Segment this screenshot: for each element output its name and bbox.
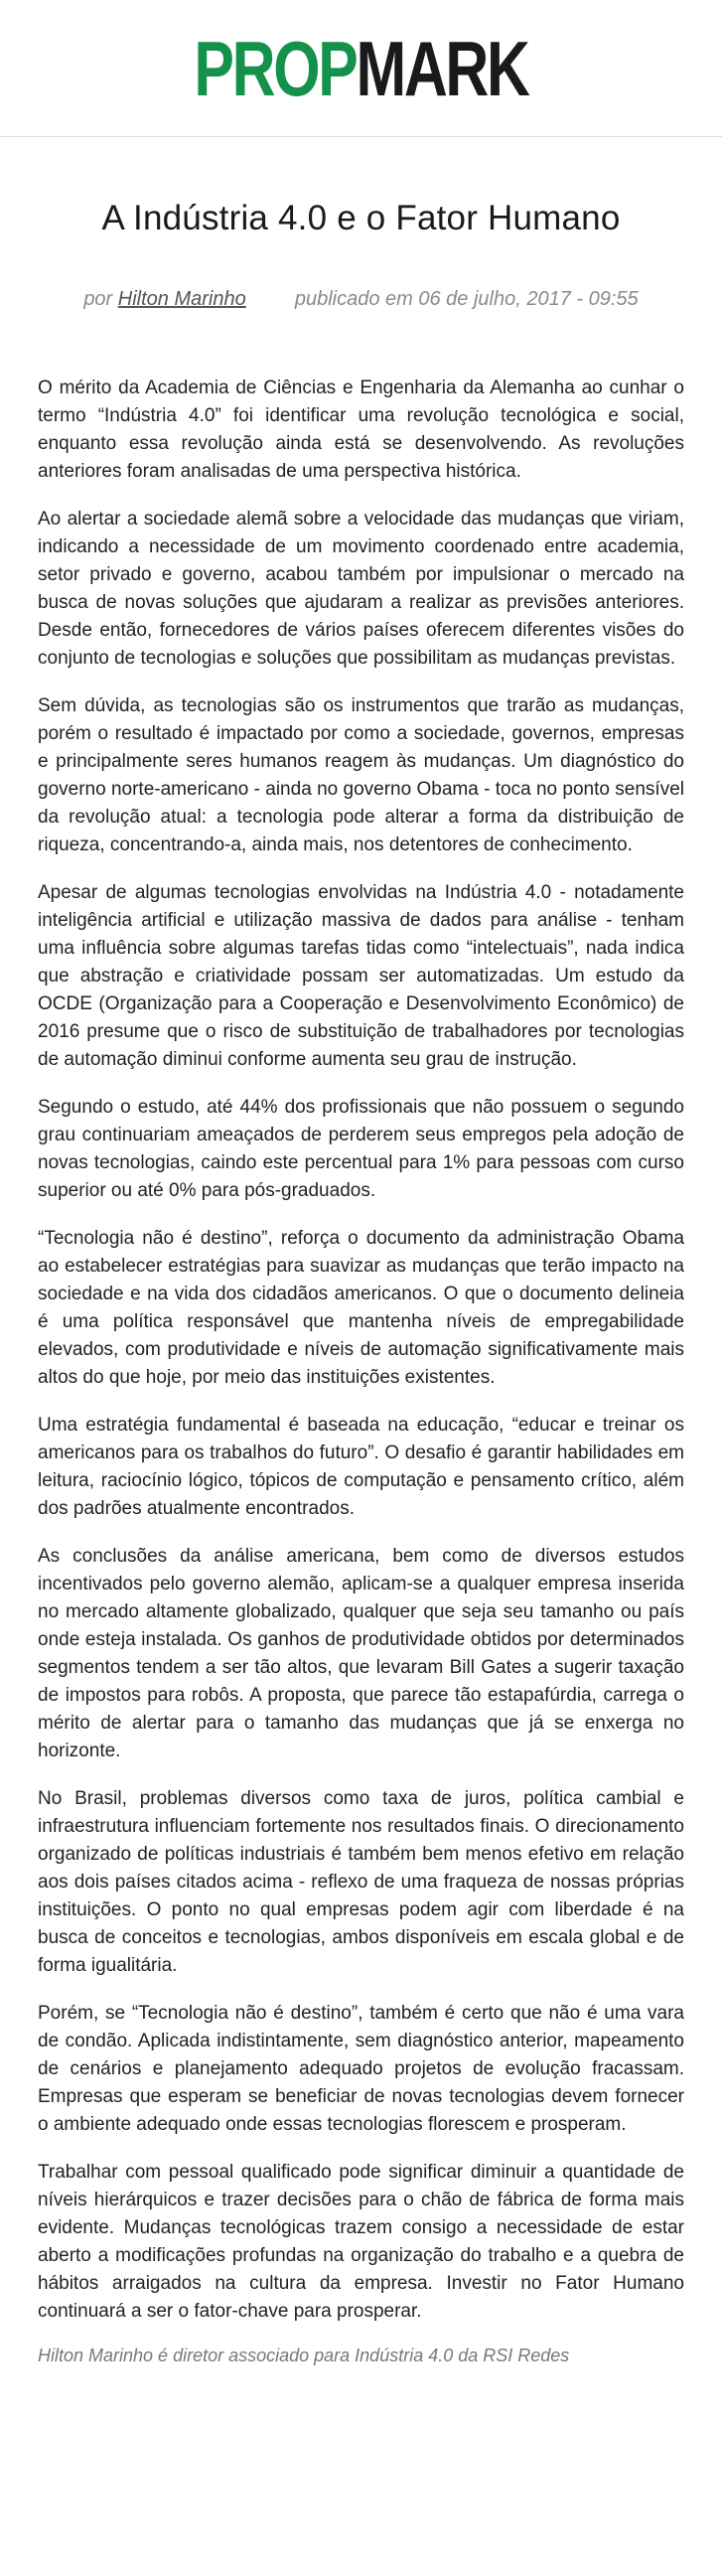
site-header [0, 0, 722, 137]
article-meta [0, 288, 722, 311]
article-body [0, 375, 722, 2326]
article-paragraph: Ao alertar a sociedade alemã sobre a velocidade das mudanças que viriam, indicando a necessidade de um movimento coordenado entre academia, setor privado e governo, acabou também por impulsionar o mercado na busca de novas soluções que ajudaram a realizar as previsões anteriores. Desde então, fornecedores de vários países oferecem diferentes visões do conjunto de tecnologias e soluções que possibilitam as mudanças previstas. [38, 509, 684, 669]
article-paragraph: As conclusões da análise americana, bem como de diversos estudos incentivados pelo governo alemão, aplicam-se a qualquer empresa inserida no mercado altamente globalizado, qualquer que seja seu tamanho ou país onde esteja instalada. Os ganhos de produtividade obtidos por determinados segmentos tendem a ser tão altos, que levaram Bill Gates a sugerir taxação de impostos para robôs. A proposta, que parece tão estapafúrdia, carrega o mérito de alertar para o tamanho das mudanças que já se enxerga no horizonte. [38, 1546, 684, 1761]
article-title: A Indústria 4.0 e o Fator Humano [101, 199, 621, 237]
article-paragraph: “Tecnologia não é destino”, reforça o documento da administração Obama ao estabelecer estratégias para suavizar as mudanças que terão impacto na sociedade e na vida dos cidadãos americanos. O que o documento delineia é uma política responsável que mantenha níveis de empregabilidade elevados, com produtividade e níveis de automação significativamente mais altos do que hoje, por meio das instituições existentes. [38, 1228, 684, 1388]
article-paragraph: O mérito da Academia de Ciências e Engenharia da Alemanha ao cunhar o termo “Indústria 4.0” foi identificar uma revolução tecnológica e social, enquanto essa revolução ainda está se desenvolvendo. As revoluções anteriores foram analisadas de uma perspectiva histórica. [38, 378, 684, 482]
author-note: Hilton Marinho é diretor associado para Indústria 4.0 da RSI Redes [38, 2346, 570, 2365]
propmark-logo[interactable] [194, 24, 528, 112]
article-paragraph: Apesar de algumas tecnologias envolvidas na Indústria 4.0 - notadamente inteligência artificial e utilização massiva de dados para análise - tenham uma influência sobre algumas tarefas tidas como “intelectuais”, nada indica que abstração e criatividade possam ser automatizadas. Um estudo da OCDE (Organização para a Cooperação e Desenvolvimento Econômico) de 2016 presume que o risco de substituição de trabalhadores por tecnologias de automação diminui conforme aumenta seu grau de instrução. [38, 882, 684, 1070]
publish-date: publicado em 06 de julho, 2017 - 09:55 [294, 288, 639, 310]
article-paragraph: Uma estratégia fundamental é baseada na educação, “educar e treinar os americanos para os trabalhos do futuro”. O desafio é garantir habilidades em leitura, raciocínio lógico, tópicos de computação e pensamento crítico, além dos padrões atualmente encontrados. [38, 1415, 684, 1519]
logo-mark: MARK [356, 24, 528, 112]
article-paragraph: Trabalhar com pessoal qualificado pode significar diminuir a quantidade de níveis hierárquicos e trazer decisões para o chão de fábrica de forma mais evidente. Mudanças tecnológicas trazem consigo a necessidade de estar aberto a modificações profundas na organização do trabalho e a quebra de hábitos arraigados na cultura da empresa. Investir no Fator Humano continuará a ser o fator-chave para prosperar. [38, 2162, 684, 2322]
byline-prefix: por [83, 288, 113, 310]
logo-prop: PROP [194, 24, 357, 112]
article-paragraph: Porém, se “Tecnologia não é destino”, também é certo que não é uma vara de condão. Aplicada indistintamente, sem diagnóstico anterior, mapeamento de cenários e planejamento adequado projetos de evolução fracassam. Empresas que esperam se beneficiar de novas tecnologias devem fornecer o ambiente adequado onde essas tecnologias florescem e prosperam. [38, 2003, 684, 2135]
author-link[interactable]: Hilton Marinho [117, 288, 246, 310]
article-paragraph: No Brasil, problemas diversos como taxa de juros, política cambial e infraestrutura influenciam fortemente nos resultados finais. O direcionamento organizado de políticas industriais é também bem menos efetivo em relação aos dois países citados acima - reflexo de uma fraqueza de nossas próprias instituições. O ponto no qual empresas podem agir com liberdade é na busca de conceitos e tecnologias, ambos disponíveis em escala global e de forma igualitária. [38, 1788, 684, 1976]
article-paragraph: Segundo o estudo, até 44% dos profissionais que não possuem o segundo grau continuariam ameaçados de perderem seus empregos pela adoção de novas tecnologias, caindo este percentual para 1% para pessoas com curso superior ou até 0% para pós-graduados. [38, 1097, 684, 1201]
article-paragraph: Sem dúvida, as tecnologias são os instrumentos que trarão as mudanças, porém o resultado é impactado por como a sociedade, governos, empresas e principalmente seres humanos reagem às mudanças. Um diagnóstico do governo norte-americano - ainda no governo Obama - toca no ponto sensível da revolução atual: a tecnologia pode alterar a forma da distribuição de riqueza, concentrando-a, ainda mais, nos detentores de conhecimento. [38, 695, 684, 855]
